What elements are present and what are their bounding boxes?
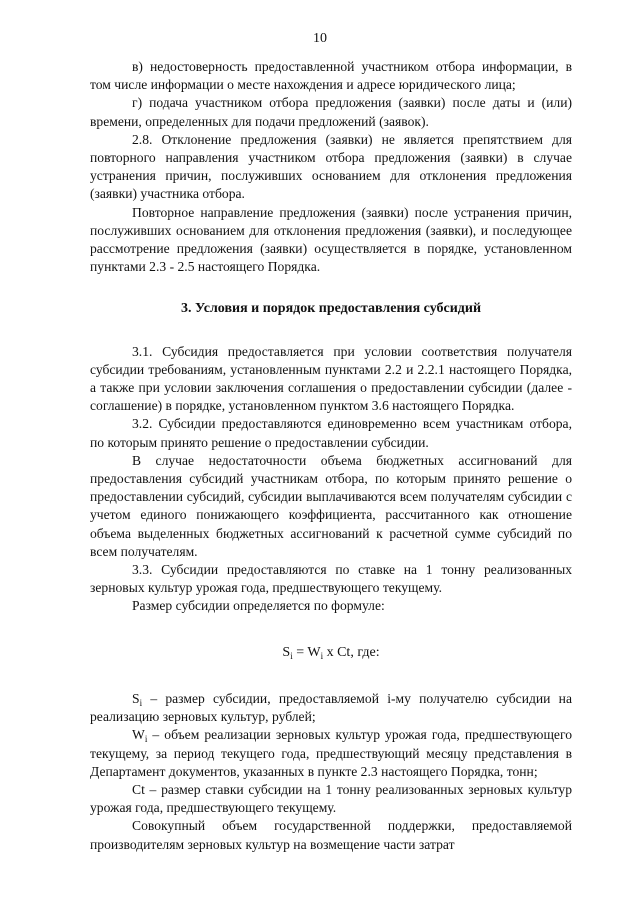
formula	[90, 644, 572, 662]
formula-s: S	[282, 644, 291, 660]
def-w-symbol: W	[132, 727, 145, 743]
paragraph-2-8: 2.8. Отклонение предложения (заявки) не является препятствием для повторного направления участником отбора предложения (заявки) в случае устранения причин, послуживших основанием для отклонения предложения (заявки) участника отбора.	[90, 131, 572, 202]
paragraph-3-3: 3.3. Субсидии предоставляются по ставке на 1 тонну реализованных зерновых культур урожая года, предшествующего текущему.	[90, 562, 572, 596]
formula-w-subscript: i	[320, 650, 324, 661]
definition-w	[90, 726, 572, 781]
page-number: 10	[313, 31, 327, 46]
paragraph-item-g: г) подача участником отбора предложения (заявки) после даты и (или) времени, определенных для подачи предложений (заявок).	[90, 95, 572, 129]
def-s-subscript: i	[139, 697, 143, 708]
paragraph-resubmission: Повторное направление предложения (заявки) после устранения причин, послуживших основанием для отклонения предложения (заявки), и последующее рассмотрение предложения (заявки) осуществляется в порядке, установленном пунктами 2.3 - 2.5 настоящего Порядка.	[90, 204, 572, 275]
section-heading: 3. Условия и порядок предоставления субсидий	[180, 301, 482, 317]
def-w-subscript: i	[144, 734, 148, 745]
def-s-symbol: S	[132, 690, 140, 706]
formula-tail: x Ct, где:	[323, 644, 380, 660]
formula-s-subscript: i	[290, 650, 293, 661]
paragraph-formula-intro: Размер субсидии определяется по формуле:	[132, 598, 385, 614]
formula-equals: =	[292, 644, 308, 660]
definition-s	[90, 690, 572, 726]
definition-ct: Ct – размер ставки субсидии на 1 тонну реализованных зерновых культур урожая года, предшествующего текущему.	[90, 781, 572, 816]
paragraph-3-2: 3.2. Субсидии предоставляются единовременно всем участникам отбора, по которым принято решение о предоставлении субсидии.	[90, 416, 572, 450]
formula-w: W	[307, 644, 321, 660]
paragraph-insufficiency: В случае недостаточности объема бюджетных ассигнований для предоставления субсидий участникам отбора, по которым принято решение о предоставлении субсидий, субсидии выплачиваются всем получателям субсидии с учетом единого понижающего коэффициента, рассчитанного как отношение объема выделенных бюджетных ассигнований к расчетной сумме субсидий по всем получателям.	[90, 452, 572, 559]
paragraph-total-support: Совокупный объем государственной поддержки, предоставляемой производителям зерновых культур на возмещение части затрат	[90, 818, 572, 852]
paragraph-3-1: 3.1. Субсидия предоставляется при условии соответствия получателя субсидии требованиям, установленным пунктами 2.2 и 2.2.1 настоящего Порядка, а также при условии заключения соглашения о предоставлении субсидии (далее - соглашение) в порядке, установленном пунктом 3.6 настоящего Порядка.	[90, 343, 572, 414]
def-w-text: – объем реализации зерновых культур урожая года, предшествующего текущему, за период текущего года, предшествующий месяцу представления в Департамент документов, указанных в пункте 2.3 настоящего Порядка, тонн;	[90, 727, 572, 779]
def-s-text: – размер субсидии, предоставляемой i-му получателю субсидии на реализацию зерновых культур, рублей;	[90, 690, 572, 725]
page-content	[90, 58, 572, 854]
paragraph-item-v: в) недостоверность предоставленной участником отбора информации, в том числе информации о месте нахождения и адресе юридического лица;	[90, 59, 572, 93]
